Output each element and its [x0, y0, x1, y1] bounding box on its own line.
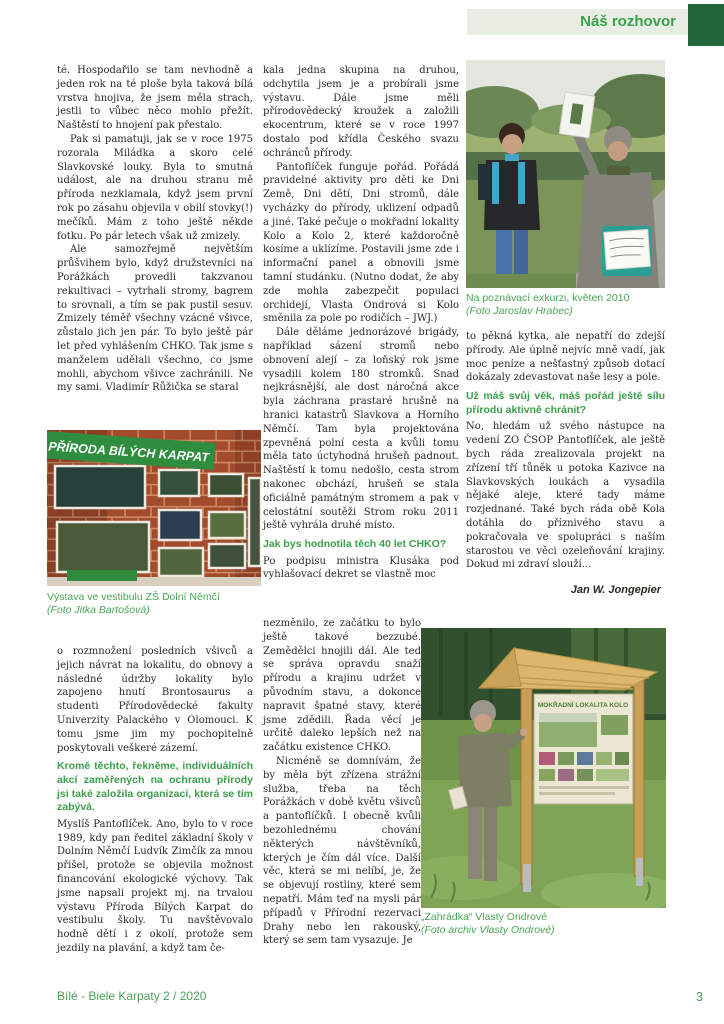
paragraph: Myslíš Pantoflíček. Ano, bylo to v roce 1989, kdy pan ředitel základní školy v Dolním Němčí Ludvík Zimčík za mnou přišel, protože se objevila možnost financování ekologické výchovy. Tak jsme napsali projekt mj. na trvalou výstavu Příroda Bílých Karpat do vestibulu školy. Tu navštěvovalo hodně dětí i z okolí, protože sem jezdily na plavání, a když tam če- [57, 818, 253, 954]
paragraph: Po podpisu ministra Klusáka pod vyhlašovací dekret se vlastně moc [263, 555, 459, 581]
journal-footer: Bílé - Biele Karpaty 2 / 2020 [57, 989, 207, 1003]
section-title: Náš rozhovor [580, 13, 676, 30]
caption-line: Výstava ve vestibulu ZŠ Dolní Němčí [47, 591, 220, 603]
interview-question: Kromě těchto, řekněme, individuálních akcí zaměřených na ochranu přírody jsi také založila organizaci, která se tím zabývá. [57, 760, 253, 814]
interview-question: Jak bys hodnotila těch 40 let CHKO? [263, 538, 447, 551]
photo-excursion [466, 60, 665, 288]
paragraph: to pěkná kytka, ale nepatří do zdejší přírody. Ale úplně nejvíc mně vadí, jak moc peníze a nešťastný způsob dotací dokázaly zdevastovat naše lesy a pole. [466, 331, 665, 384]
paragraph: o rozmnožení posledních všivců a jejich návrat na lokalitu, do obnovy a následné údržby lokality bylo zapojeno hnutí Brontosaurus a studenti Přírodovědecké fakulty Univerzity Palackého v Olomouci. K tomu jsme jim my pochopitelně poskytovali veškeré zázemí. [57, 646, 253, 754]
photo-info-sign [421, 628, 666, 908]
paragraph: Pak si pamatuji, jak se v roce 1975 rozorala Miládka a skoro celé Slavkovské louky. Byla to smutná událost, ale na druhou stranu mě příroda nezklamala, když jsem první rok po zásahu objevila v obilí stovky(!) mečíků. Mám z toho ještě někde fotku. Po pár letech však už zmizely. [57, 133, 253, 242]
exhibition-frames [55, 466, 261, 576]
page-number: 3 [696, 990, 703, 1004]
caption-credit: (Foto Jitka Bartošová) [47, 604, 150, 616]
middle-column-text-bottom [263, 617, 421, 948]
excursion-caption [466, 292, 665, 318]
middle-column-text-top [263, 64, 459, 582]
interview-question: Už máš svůj věk, máš pořád ještě sílu přírodu aktivně chránit? [466, 390, 665, 416]
section-header-band [467, 9, 688, 35]
caption-line: „Zahrádka“ Vlasty Ondrové [421, 911, 548, 923]
paragraph: Nicméně se domnívám, že by měla být zřízena strážní služba, třeba na těch Porážkách v době květu všivců a pantoflíčků. I obecně kvůli bezohlednému chování některých návštěvníků, kterých je čím dál více. Další věc, která se mi nelíbí, je, že se objevují rostliny, které sem nepatří. Mám teď na mysli pár případů v Přírodní rezervaci Drahy nebo len rakouský, který se sem tam vysazuje. Je [263, 755, 421, 947]
paragraph: kala jedna skupina na druhou, odchytila jsem je a probírali jsme výstavu. Dále jsme měli přírodovědecký kroužek a založili ekocentrum, které se v roce 1997 dostalo pod křídla Českého svazu ochránců přírody. [263, 65, 459, 159]
photo-card [559, 92, 595, 138]
author-signature: Jan W. Jongepier [570, 584, 661, 597]
caption-credit: (Foto Jaroslav Hrabec) [466, 305, 573, 317]
small-green-sign [67, 570, 137, 581]
paragraph: No, hledám už svého nástupce na vedení ZO ČSOP Pantoflíček, ale ještě bych ráda zrealizovala projekt na zřízení tří tůněk u potoka Kazivce na Slavkovských loukách a vysadila nějaké aleje, které tady máme rozjednané. Také bych ráda obě Kola dotáhla do příznivého stavu a pokračovala ve spolupráci s naším starostou ve věci ozeleňování krajiny. Dokud mi zdraví slouží… [466, 421, 665, 571]
sign-photo-caption [421, 911, 666, 937]
corner-green-square [688, 4, 724, 46]
paragraph: Dále děláme jednorázové brigády, například sázení stromů nebo obnovení alejí – za loňský rok jsme vysadili kolem 180 stromků. Snad nejkrásnější, ale dost náročná akce byla záchrana prastaré hrušně na hranici katastrů Slavkova a Horního Němčí. Tam byla projektována zpevněná polní cesta a kvůli tomu měla tato úctyhodná hrušeň padnout. Naštěstí k tomu nedošlo, cesta strom nakonec obchází, hrušeň se stala oficiálně památným stromem a pak v celostátní soutěži Strom roku 2011 ještě vyhrála druhé místo. [263, 327, 459, 532]
exhibition-banner-text: PŘÍRODA BÍLÝCH KARPAT [47, 439, 210, 465]
paragraph: Pantoflíček funguje pořád. Pořádá pravidelné aktivity pro děti ke Dni Země, Dni dětí, Dni stromů, dále vycházky do přírody, uklizení odpadů a jiné. Také pečuje o mokřadní lokality Kolo a Kolo 2, které každoročně kosíme a uklízíme. Postavili jsme zde i informační panel a obnovili jsme tamní studánku. (Nutno dodat, že aby zde mohla zabezpečit populaci orchidejí, Vlasta Ondrová si Kolo směnila za pole po rodičích – JWJ.) [263, 161, 459, 325]
left-column-text-top [57, 64, 253, 395]
paragraph: té. Hospodařilo se tam nevhodně a jeden rok na té ploše byla taková bílá vrstva hnojiva, že jsem měla strach, jestli to vůbec něco mohlo přežít. Naštěstí to hnojení pak přestalo. [57, 65, 253, 132]
caption-credit: (Foto archiv Vlasty Ondrové) [421, 924, 555, 936]
paragraph: nezměnilo, ze začátku to bylo ještě takové bezzubé. Zemědělci hnojili dál. Ale teď se správa opravdu snaží přírodu a krajinu udržet v původním stavu, a dokonce napravit špatné stavy, které jsme zdědili. Řada věcí je určitě daleko lepších než na začátku existence CHKO. [263, 618, 421, 754]
left-column-text-bottom [57, 645, 253, 956]
sign-board-title: MOKŘADNÍ LOKALITA KOLO [537, 702, 629, 709]
paragraph: Ale samozřejmě největším průšvihem bylo, když družstevníci na Porážkách provedli takzvanou rekultivaci – vytrhali stromy, bagrem to srovnali, a tím se pak pustil sesuv. Zmizely téměř všechny vzácné všivce, zůstalo jich jen pár. To bylo ještě pár let před vyhlášením CHKO. Tak jsme s manželem udělali všechno, co jsme mohli, abychom všivce zachránili. Ne my sami. Vladimír Růžička se staral [57, 244, 253, 394]
folder [602, 226, 652, 276]
photo-exhibition [47, 430, 261, 586]
caption-line: Na poznávací exkurzi, květen 2010 [466, 292, 630, 304]
right-column-text [466, 330, 665, 598]
exhibition-caption [47, 591, 261, 617]
